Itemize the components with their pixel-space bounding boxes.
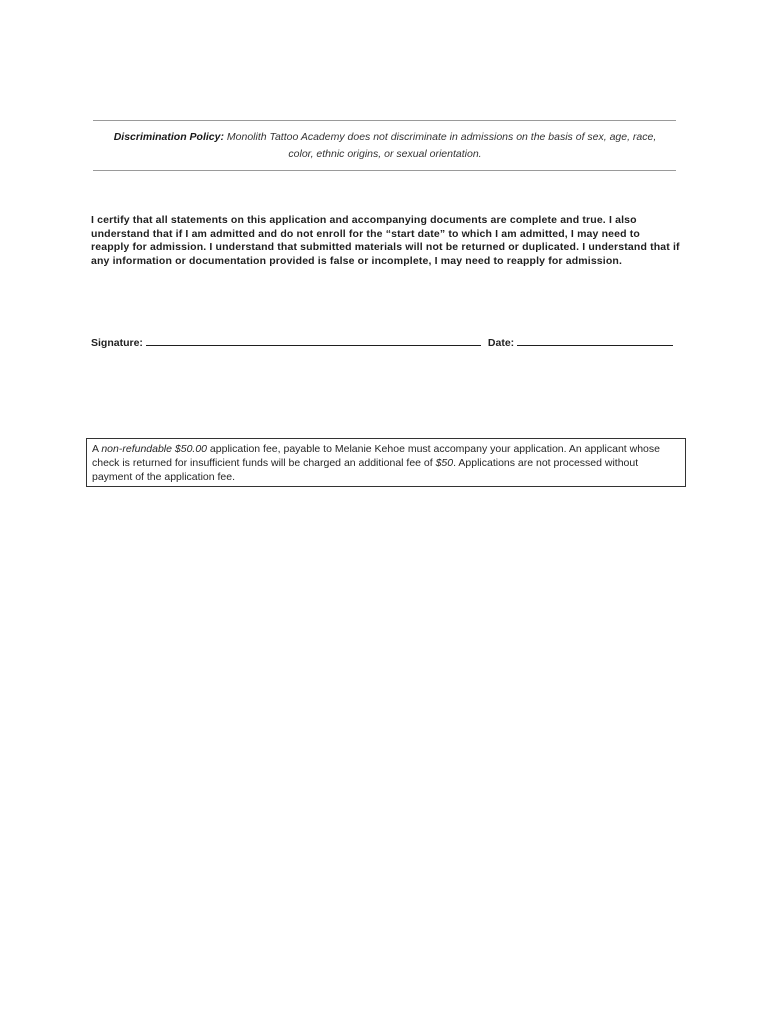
certification-statement: I certify that all statements on this application and accompanying documents are complete and true. I also understand that if I am admitted and do not enroll for the “start date” to which I am admitted, I may need to reapply for admission. I understand that submitted materials will not be returned or duplicated. I understand that if any information or documentation provided is false or incomplete, I may need to reapply for admission. xyxy=(91,214,680,267)
divider-top xyxy=(93,120,676,121)
policy-text-line2: color, ethnic origins, or sexual orientation. xyxy=(288,148,482,160)
fee-text-part1: A xyxy=(92,443,102,455)
date-label: Date: xyxy=(487,337,515,349)
fee-emphasis-amount: non-refundable $50.00 xyxy=(101,443,208,455)
signature-label: Signature: xyxy=(91,337,143,349)
fee-text-part2: application fee, payable to Melanie Kehoe must accompany your application. An applicant whose check is returned for insufficient funds will be charged an additional fee of xyxy=(92,443,660,469)
fee-text-part3: . Applications are not processed without payment of the application fee. xyxy=(92,457,639,483)
application-fee-notice xyxy=(86,438,686,487)
signature-row xyxy=(91,335,681,349)
policy-label: Discrimination Policy: xyxy=(113,131,224,143)
date-field[interactable] xyxy=(517,335,673,346)
signature-field[interactable] xyxy=(146,335,481,346)
discrimination-policy xyxy=(88,129,682,163)
policy-text-line1: Monolith Tattoo Academy does not discriminate in admissions on the basis of sex, age, race, xyxy=(226,131,657,143)
divider-bottom xyxy=(93,170,676,171)
fee-emphasis-additional: $50 xyxy=(435,457,454,469)
